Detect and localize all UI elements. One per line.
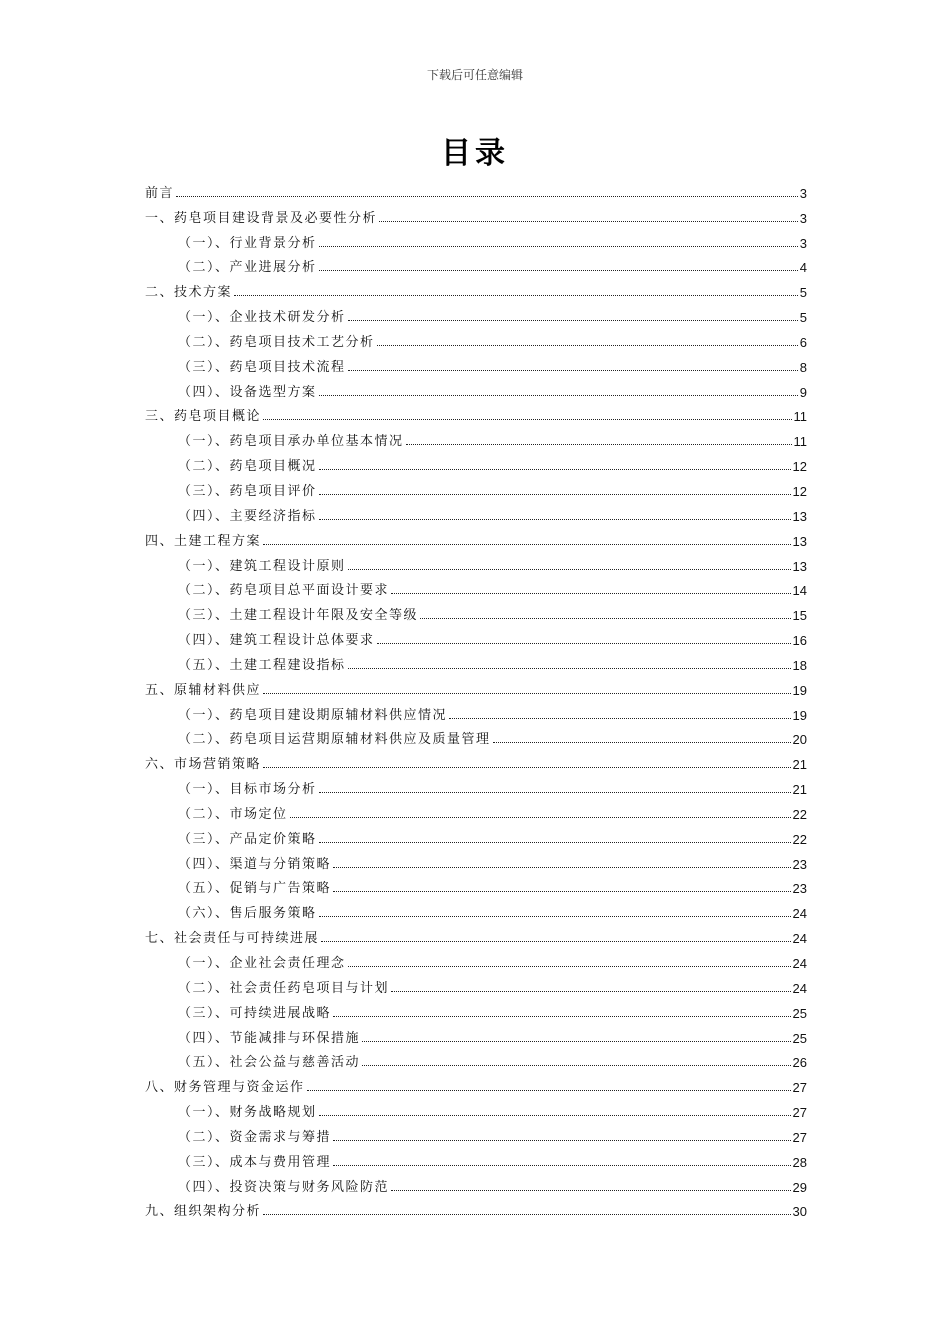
toc-entry[interactable] bbox=[145, 549, 807, 574]
toc-entry[interactable] bbox=[145, 822, 807, 847]
toc-entry-title: 二、技术方案 bbox=[145, 285, 233, 301]
toc-entry-title: （三）、药皂项目技术流程 bbox=[178, 359, 346, 375]
toc-entry[interactable] bbox=[145, 449, 807, 474]
toc-entry[interactable] bbox=[145, 1095, 807, 1120]
toc-entry-title: 六、市场营销策略 bbox=[145, 757, 262, 773]
toc-entry[interactable] bbox=[145, 524, 807, 549]
toc-entry-title: （一）、企业技术研发分析 bbox=[178, 310, 346, 326]
toc-entry[interactable] bbox=[145, 598, 807, 623]
toc-entry-page: 26 bbox=[792, 1055, 807, 1071]
toc-entry[interactable] bbox=[145, 847, 807, 872]
toc-entry-title: （一）、财务战略规划 bbox=[178, 1105, 317, 1121]
dot-leader bbox=[362, 1064, 791, 1066]
toc-entry-page: 22 bbox=[792, 831, 807, 847]
toc-entry-page: 19 bbox=[792, 682, 807, 698]
toc-entry-title: （二）、市场定位 bbox=[178, 806, 288, 822]
toc-entry-page: 23 bbox=[792, 856, 807, 872]
toc-entry[interactable] bbox=[145, 176, 807, 201]
dot-leader bbox=[319, 245, 798, 247]
toc-entry-page: 12 bbox=[792, 483, 807, 499]
dot-leader bbox=[333, 1164, 791, 1166]
toc-entry[interactable] bbox=[145, 648, 807, 673]
toc-entry-title: （三）、可持续进展战略 bbox=[178, 1005, 332, 1021]
toc-entry-page: 13 bbox=[792, 558, 807, 574]
toc-entry-page: 4 bbox=[799, 260, 807, 276]
toc-entry-title: （四）、投资决策与财务风险防范 bbox=[178, 1179, 390, 1195]
toc-entry[interactable] bbox=[145, 350, 807, 375]
dot-leader bbox=[290, 816, 791, 818]
toc-entry[interactable] bbox=[145, 1170, 807, 1195]
toc-entry-title: （三）、产品定价策略 bbox=[178, 831, 317, 847]
toc-entry-title: （一）、行业背景分析 bbox=[178, 235, 317, 251]
dot-leader bbox=[348, 568, 791, 570]
toc-entry-page: 16 bbox=[792, 633, 807, 649]
dot-leader bbox=[391, 1189, 791, 1191]
toc-entry-title: 七、社会责任与可持续进展 bbox=[145, 931, 320, 947]
toc-entry[interactable] bbox=[145, 275, 807, 300]
toc-entry-page: 23 bbox=[792, 881, 807, 897]
toc-entry[interactable] bbox=[145, 300, 807, 325]
dot-leader bbox=[333, 890, 791, 892]
toc-entry[interactable] bbox=[145, 698, 807, 723]
toc-entry-page: 25 bbox=[792, 1005, 807, 1021]
dot-leader bbox=[319, 493, 791, 495]
dot-leader bbox=[333, 1139, 791, 1141]
toc-entry[interactable] bbox=[145, 872, 807, 897]
toc-entry-title: （二）、产业进展分析 bbox=[178, 260, 317, 276]
toc-entry-page: 22 bbox=[792, 806, 807, 822]
toc-entry[interactable] bbox=[145, 1145, 807, 1170]
toc-entry-page: 25 bbox=[792, 1030, 807, 1046]
toc-entry[interactable] bbox=[145, 797, 807, 822]
dot-leader bbox=[321, 940, 791, 942]
toc-entry-title: （四）、设备选型方案 bbox=[178, 384, 317, 400]
dot-leader bbox=[319, 915, 791, 917]
toc-entry[interactable] bbox=[145, 251, 807, 276]
dot-leader bbox=[377, 344, 798, 346]
toc-entry-page: 21 bbox=[792, 757, 807, 773]
toc-entry[interactable] bbox=[145, 499, 807, 524]
toc-entry[interactable] bbox=[145, 424, 807, 449]
toc-entry[interactable] bbox=[145, 375, 807, 400]
toc-entry[interactable] bbox=[145, 996, 807, 1021]
toc-entry-title: 九、组织架构分析 bbox=[145, 1204, 262, 1220]
dot-leader bbox=[263, 418, 791, 420]
toc-entry[interactable] bbox=[145, 772, 807, 797]
toc-title: 目录 bbox=[441, 136, 509, 171]
toc-entry[interactable] bbox=[145, 201, 807, 226]
toc-entry-page: 11 bbox=[793, 409, 807, 425]
toc-entry-page: 8 bbox=[799, 359, 807, 375]
toc-entry-page: 15 bbox=[792, 608, 807, 624]
toc-entry-title: （四）、渠道与分销策略 bbox=[178, 856, 332, 872]
toc-entry-page: 27 bbox=[792, 1129, 807, 1145]
toc-entry-page: 28 bbox=[792, 1154, 807, 1170]
toc-entry-title: （二）、药皂项目概况 bbox=[178, 459, 317, 475]
toc-entry-title: （三）、成本与费用管理 bbox=[178, 1154, 332, 1170]
toc-entry[interactable] bbox=[145, 921, 807, 946]
toc-entry-page: 11 bbox=[793, 434, 807, 450]
dot-leader bbox=[362, 1040, 791, 1042]
dot-leader bbox=[348, 667, 791, 669]
toc-entry[interactable] bbox=[145, 1070, 807, 1095]
toc-entry-title: （二）、药皂项目运营期原辅材料供应及质量管理 bbox=[178, 732, 491, 748]
dot-leader bbox=[420, 617, 791, 619]
dot-leader bbox=[391, 990, 791, 992]
toc-entry[interactable] bbox=[145, 673, 807, 698]
toc-entry-page: 9 bbox=[799, 384, 807, 400]
toc-entry[interactable] bbox=[145, 474, 807, 499]
toc-entry-title: （一）、建筑工程设计原则 bbox=[178, 558, 346, 574]
toc-entry-page: 13 bbox=[792, 508, 807, 524]
toc-entry-page: 24 bbox=[792, 931, 807, 947]
table-of-contents bbox=[145, 176, 807, 1219]
toc-entry-title: 一、药皂项目建设背景及必要性分析 bbox=[145, 210, 378, 226]
toc-entry-title: （四）、主要经济指标 bbox=[178, 508, 317, 524]
toc-entry-page: 29 bbox=[792, 1179, 807, 1195]
toc-entry-page: 20 bbox=[792, 732, 807, 748]
toc-entry-title: 前言 bbox=[145, 185, 175, 201]
toc-entry[interactable] bbox=[145, 747, 807, 772]
toc-entry-page: 24 bbox=[792, 956, 807, 971]
toc-entry-title: （三）、土建工程设计年限及安全等级 bbox=[178, 608, 419, 624]
dot-leader bbox=[263, 1213, 791, 1215]
toc-entry-page: 18 bbox=[792, 657, 807, 673]
dot-leader bbox=[307, 1089, 791, 1091]
dot-leader bbox=[319, 1114, 791, 1116]
toc-entry-title: 三、药皂项目概论 bbox=[145, 409, 262, 425]
dot-leader bbox=[176, 195, 798, 197]
header-note: 下载后可任意编辑 bbox=[426, 68, 523, 82]
toc-entry[interactable] bbox=[145, 723, 807, 748]
dot-leader bbox=[406, 443, 792, 445]
toc-entry-title: （五）、社会公益与慈善活动 bbox=[178, 1055, 361, 1071]
dot-leader bbox=[319, 468, 791, 470]
toc-entry[interactable] bbox=[145, 325, 807, 350]
toc-entry-title: （二）、社会责任药皂项目与计划 bbox=[178, 980, 390, 996]
toc-entry[interactable] bbox=[145, 400, 807, 425]
dot-leader bbox=[319, 791, 791, 793]
dot-leader bbox=[263, 543, 791, 545]
toc-entry-page: 21 bbox=[792, 782, 807, 798]
toc-entry-page: 27 bbox=[792, 1105, 807, 1121]
toc-entry-title: （四）、节能减排与环保措施 bbox=[178, 1030, 361, 1046]
toc-entry-title: 四、土建工程方案 bbox=[145, 533, 262, 549]
toc-entry-page: 30 bbox=[792, 1204, 807, 1220]
dot-leader bbox=[319, 841, 791, 843]
dot-leader bbox=[348, 319, 798, 321]
toc-entry-title: （六）、售后服务策略 bbox=[178, 906, 317, 922]
dot-leader bbox=[319, 269, 798, 271]
dot-leader bbox=[263, 766, 791, 768]
toc-entry[interactable] bbox=[145, 1120, 807, 1145]
toc-entry[interactable] bbox=[145, 1046, 807, 1071]
dot-leader bbox=[379, 220, 798, 222]
dot-leader bbox=[348, 965, 791, 967]
toc-entry-page: 14 bbox=[792, 583, 807, 599]
toc-entry-page: 5 bbox=[799, 285, 807, 301]
toc-entry-page: 3 bbox=[799, 235, 807, 251]
toc-entry[interactable] bbox=[145, 1195, 807, 1220]
toc-entry-title: （一）、药皂项目承办单位基本情况 bbox=[178, 434, 404, 450]
toc-entry-title: 八、财务管理与资金运作 bbox=[145, 1080, 305, 1096]
dot-leader bbox=[319, 518, 791, 520]
toc-entry[interactable] bbox=[145, 896, 807, 921]
dot-leader bbox=[377, 642, 791, 644]
toc-entry-page: 24 bbox=[792, 906, 807, 922]
toc-entry-page: 3 bbox=[799, 210, 807, 226]
toc-entry-page: 27 bbox=[792, 1080, 807, 1096]
toc-entry-page: 12 bbox=[792, 459, 807, 475]
dot-leader bbox=[348, 369, 798, 371]
toc-entry-title: （二）、药皂项目技术工艺分析 bbox=[178, 334, 375, 350]
toc-entry-title: （一）、企业社会责任理念 bbox=[178, 956, 346, 971]
toc-entry-page: 3 bbox=[799, 185, 807, 201]
toc-entry[interactable] bbox=[145, 574, 807, 599]
toc-entry[interactable] bbox=[145, 971, 807, 996]
toc-entry[interactable] bbox=[145, 226, 807, 251]
toc-entry-title: （二）、资金需求与筹措 bbox=[178, 1129, 332, 1145]
toc-entry-title: （四）、建筑工程设计总体要求 bbox=[178, 633, 375, 649]
toc-entry-title: （二）、药皂项目总平面设计要求 bbox=[178, 583, 390, 599]
toc-entry-title: （三）、药皂项目评价 bbox=[178, 483, 317, 499]
toc-entry-page: 5 bbox=[799, 310, 807, 326]
dot-leader bbox=[449, 717, 791, 719]
toc-entry-page: 13 bbox=[792, 533, 807, 549]
dot-leader bbox=[319, 394, 798, 396]
dot-leader bbox=[234, 294, 798, 296]
toc-entry-title: （一）、目标市场分析 bbox=[178, 782, 317, 798]
toc-entry[interactable] bbox=[145, 946, 807, 971]
toc-entry-title: （五）、促销与广告策略 bbox=[178, 881, 332, 897]
dot-leader bbox=[333, 1015, 791, 1017]
toc-entry-title: （五）、土建工程建设指标 bbox=[178, 657, 346, 673]
dot-leader bbox=[333, 866, 791, 868]
dot-leader bbox=[391, 592, 791, 594]
toc-entry[interactable] bbox=[145, 623, 807, 648]
toc-entry-page: 6 bbox=[799, 334, 807, 350]
toc-entry[interactable] bbox=[145, 1021, 807, 1046]
toc-entry-page: 24 bbox=[792, 980, 807, 996]
toc-entry-title: （一）、药皂项目建设期原辅材料供应情况 bbox=[178, 707, 448, 723]
dot-leader bbox=[263, 692, 791, 694]
toc-entry-title: 五、原辅材料供应 bbox=[145, 682, 262, 698]
dot-leader bbox=[493, 741, 791, 743]
toc-entry-page: 19 bbox=[792, 707, 807, 723]
